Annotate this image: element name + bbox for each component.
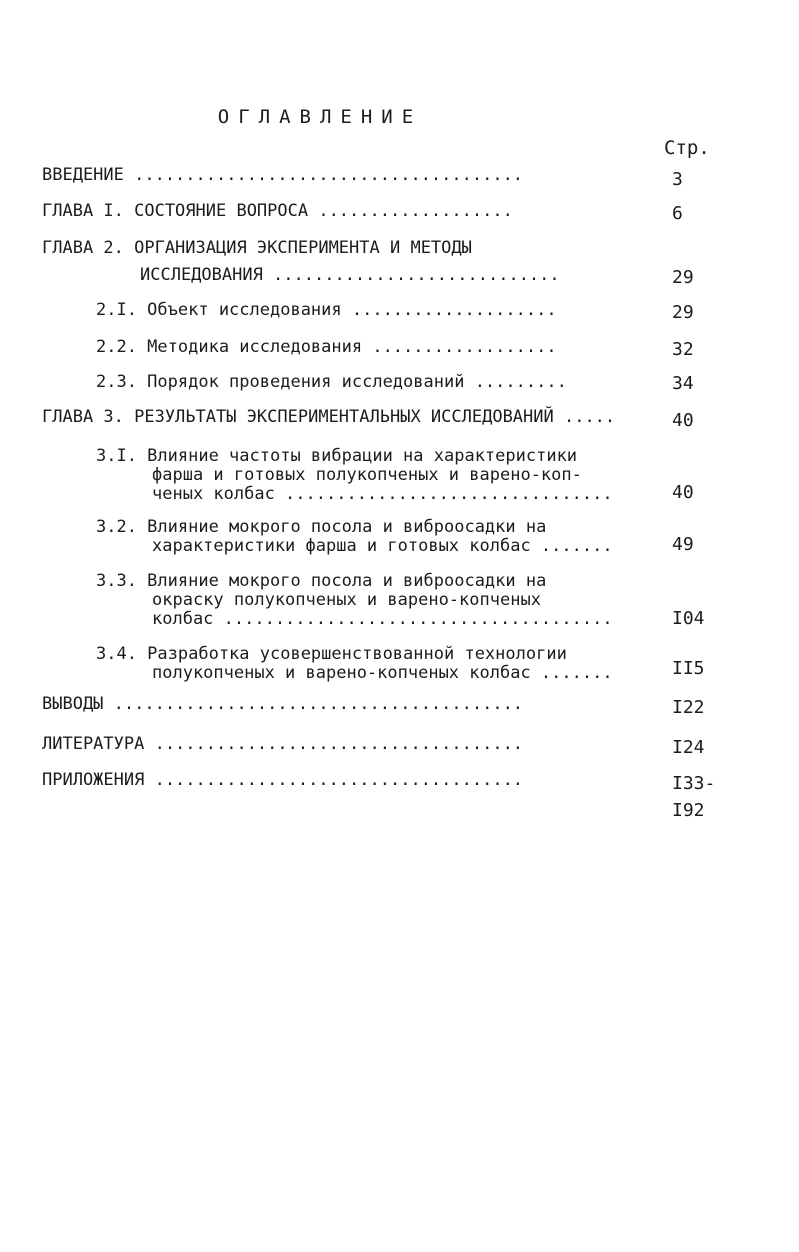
toc-entry bbox=[42, 239, 560, 285]
toc-entry bbox=[96, 301, 557, 320]
toc-page-number: 34 bbox=[672, 373, 694, 394]
toc-entry-line: ГЛАВА 3. РЕЗУЛЬТАТЫ ЭКСПЕРИМЕНТАЛЬНЫХ ИССЛЕДОВАНИЙ ..... bbox=[42, 407, 616, 427]
toc-page-number: 3 bbox=[672, 169, 683, 190]
toc-entry-line: 3.4. Разработка усовершенствованной технологии bbox=[96, 644, 567, 664]
toc-entry-line: характеристики фарша и готовых колбас ....... bbox=[152, 536, 613, 556]
toc-entry bbox=[96, 645, 613, 683]
toc-entry-line: фарша и готовых полукопченых и варено-коп- bbox=[152, 465, 582, 485]
toc-page-number: 40 bbox=[672, 482, 694, 503]
toc-entry-line: ЛИТЕРАТУРА .................................... bbox=[42, 734, 524, 754]
toc-entry-line: 3.3. Влияние мокрого посола и виброосадки на bbox=[96, 571, 547, 591]
toc-page-number: I24 bbox=[672, 737, 705, 758]
toc-entry-line: ПРИЛОЖЕНИЯ .................................... bbox=[42, 770, 524, 790]
toc-page-number: 29 bbox=[672, 267, 694, 288]
toc-page-number: II5 bbox=[672, 658, 705, 679]
toc-entry-line: ВЫВОДЫ ........................................ bbox=[42, 694, 524, 714]
toc-page-number: 32 bbox=[672, 339, 694, 360]
toc-page-number: 40 bbox=[672, 410, 694, 431]
toc-page-number: 29 bbox=[672, 302, 694, 323]
toc-entry bbox=[96, 572, 613, 629]
toc-entry bbox=[96, 518, 613, 556]
toc-entry-line: 3.2. Влияние мокрого посола и виброосадки на bbox=[96, 517, 547, 537]
toc-entry-line: полукопченых и варено-копченых колбас ....... bbox=[152, 663, 613, 683]
toc-entry bbox=[42, 695, 523, 714]
toc-entry bbox=[96, 447, 613, 504]
toc-page-number: I33- I92 bbox=[672, 773, 716, 821]
toc-entry-line: колбас ...................................... bbox=[152, 609, 613, 629]
toc-page-number: I22 bbox=[672, 697, 705, 718]
page-column-header: Стр. bbox=[664, 137, 710, 159]
toc-entry-line: окраску полукопченых и варено-копченых bbox=[152, 590, 541, 610]
toc-entry-line: 3.I. Влияние частоты вибрации на характеристики bbox=[96, 446, 578, 466]
toc-page-number: I04 bbox=[672, 608, 705, 629]
toc-entry-line: 2.2. Методика исследования .................. bbox=[96, 337, 557, 357]
toc-entry-line: 2.I. Объект исследования .................... bbox=[96, 300, 557, 320]
toc-entry bbox=[96, 373, 567, 392]
toc-entry-line: ВВЕДЕНИЕ ...................................... bbox=[42, 165, 524, 185]
toc-entry-line: ченых колбас ................................ bbox=[152, 484, 613, 504]
toc-entry bbox=[42, 771, 523, 790]
toc-title: ОГЛАВЛЕНИЕ bbox=[217, 106, 423, 128]
toc-entry bbox=[42, 735, 523, 754]
toc-page-number: 49 bbox=[672, 534, 694, 555]
toc-entry-line: ГЛАВА I. СОСТОЯНИЕ ВОПРОСА ................... bbox=[42, 201, 513, 221]
toc-entry-line: 2.3. Порядок проведения исследований ......... bbox=[96, 372, 567, 392]
toc-entry bbox=[42, 166, 523, 185]
toc-entry bbox=[42, 202, 513, 221]
toc-entry-line: ИССЛЕДОВАНИЯ ............................ bbox=[140, 265, 560, 285]
toc-entry bbox=[96, 338, 557, 357]
toc-entry-line: ГЛАВА 2. ОРГАНИЗАЦИЯ ЭКСПЕРИМЕНТА И МЕТОДЫ bbox=[42, 238, 472, 258]
toc-page-number: 6 bbox=[672, 203, 683, 224]
toc-entry bbox=[42, 408, 615, 427]
